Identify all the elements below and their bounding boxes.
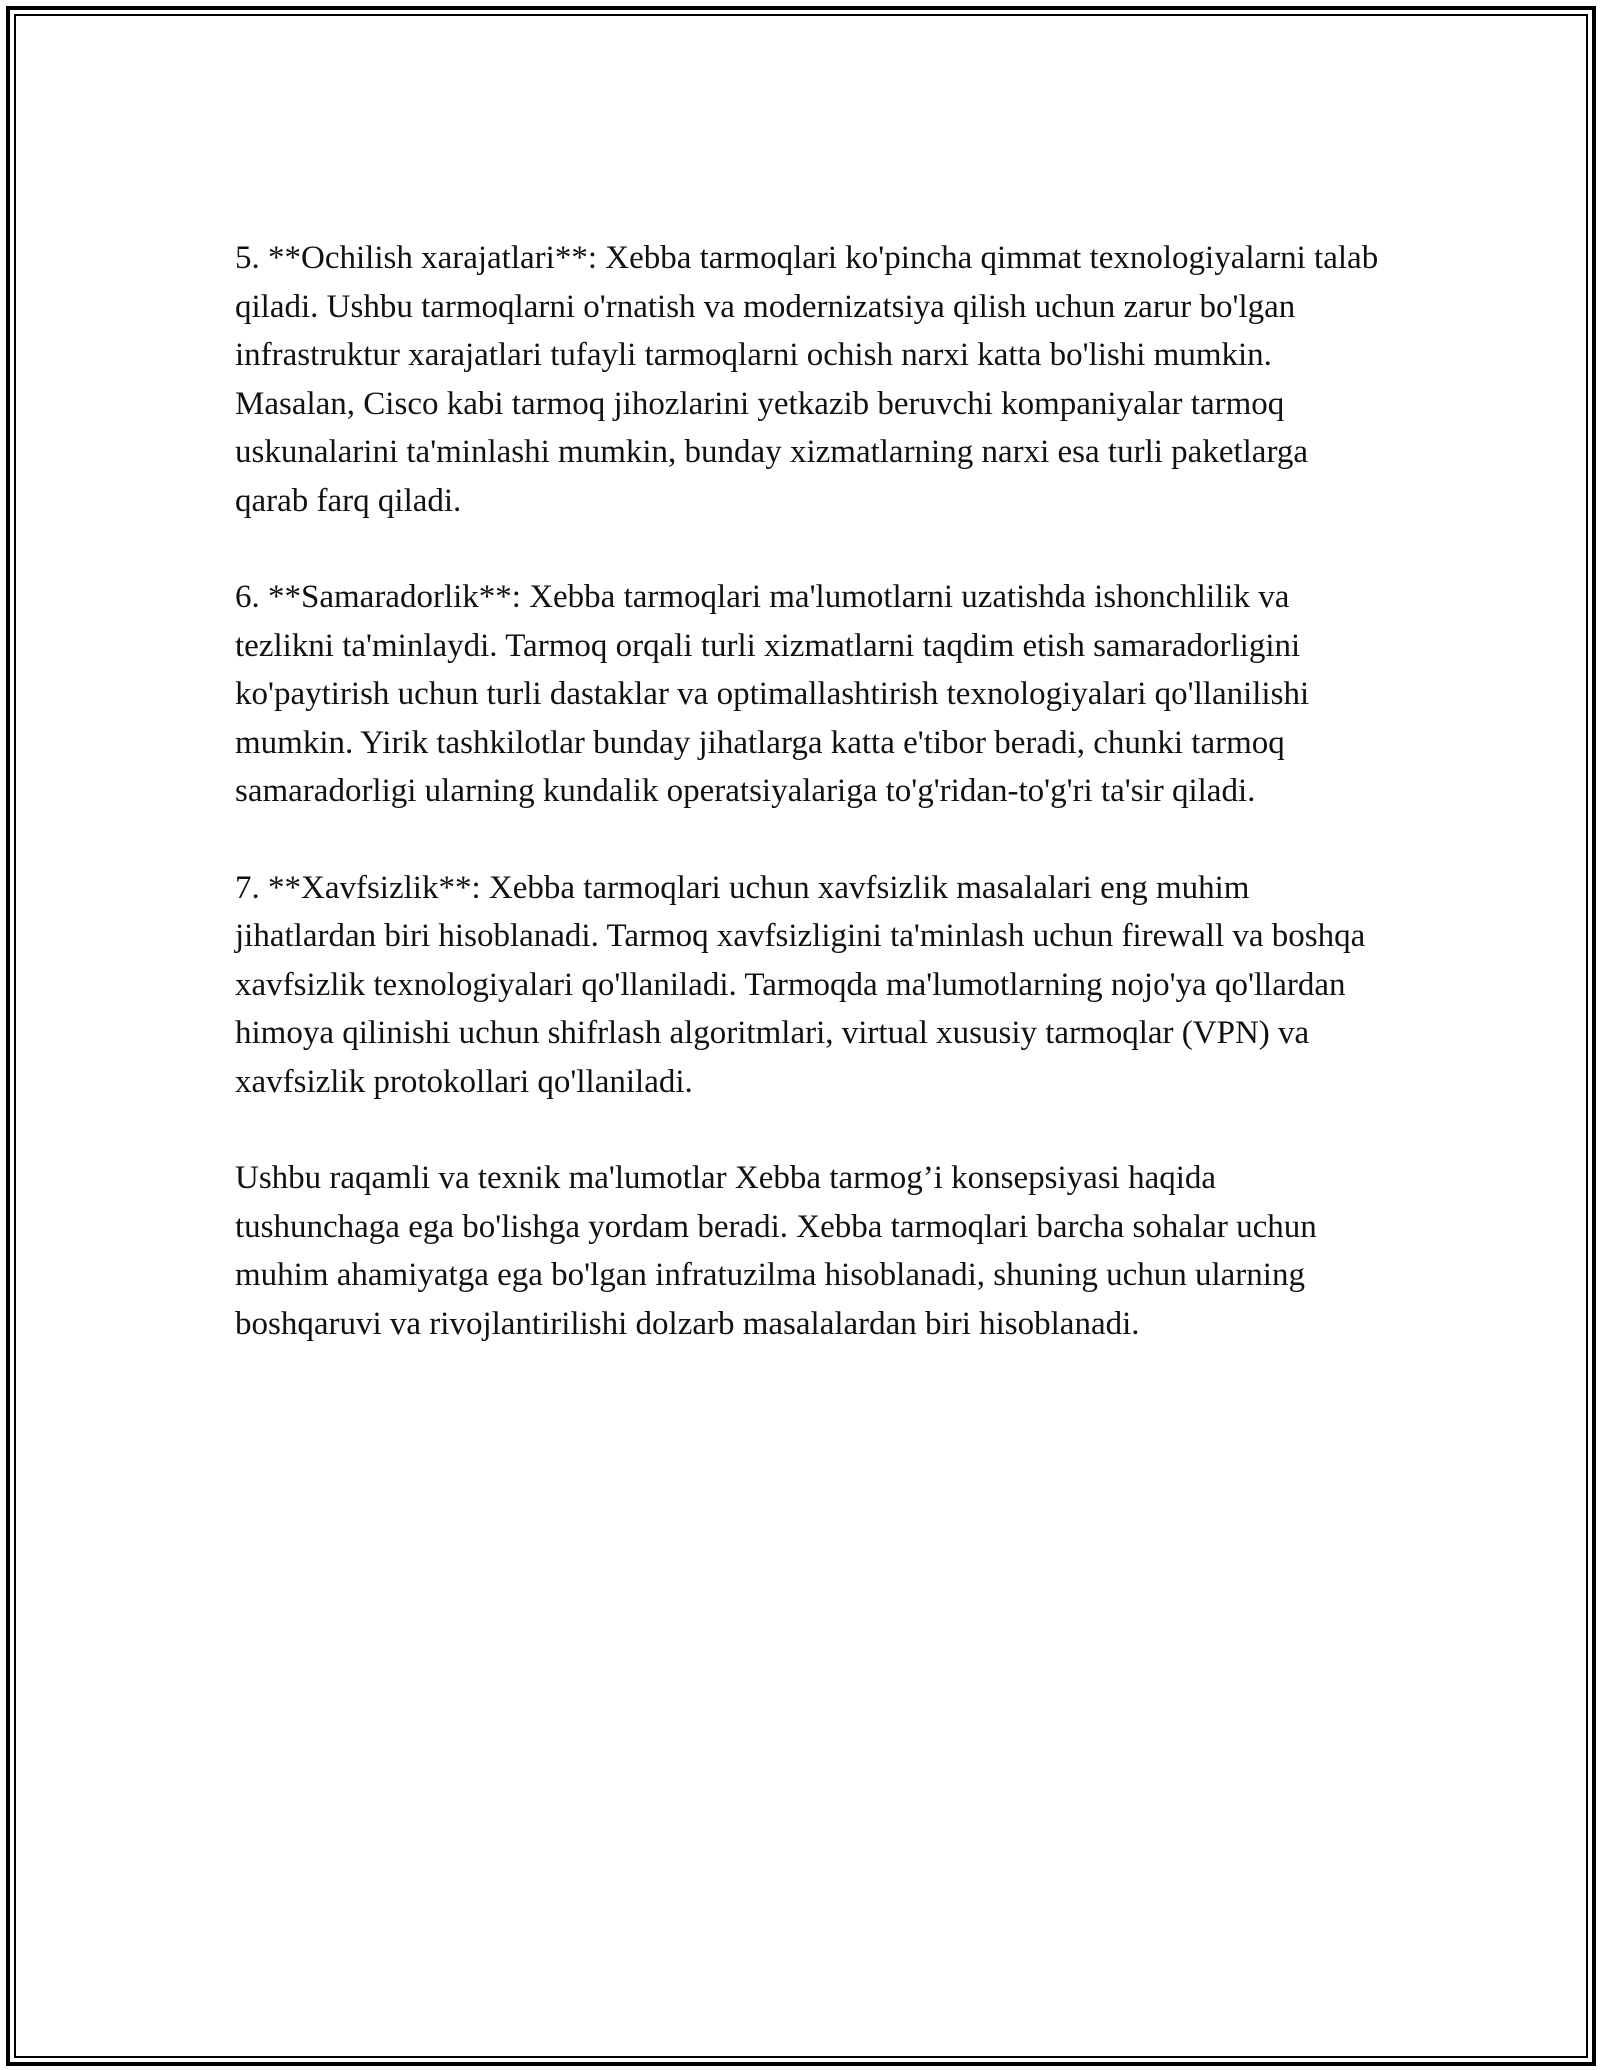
paragraph-samaradorlik: 6. **Samaradorlik**: Xebba tarmoqlari ma'lumotlarni uzatishda ishonchlilik va tezlikni ta'minlaydi. Tarmoq orqali turli xizmatlarni taqdim etish samaradorligini ko'paytirish uchun turli dastaklar va optimallashtirish texnologiyalari qo'llanilishi mumkin. Yirik tashkilotlar bunday jihatlarga katta e'tibor beradi, chunki tarmoq samaradorligi ularning kundalik operatsiyalariga to'g'ridan-to'g'ri ta'sir qiladi. (235, 579, 1310, 809)
paragraph-xavfsizlik: 7. **Xavfsizlik**: Xebba tarmoqlari uchun xavfsizlik masalalari eng muhim jihatlardan biri hisoblanadi. Tarmoq xavfsizligini ta'minlash uchun firewall va boshqa xavfsizlik texnologiyalari qo'llaniladi. Tarmoqda ma'lumotlarning nojo'ya qo'llardan himoya qilinishi uchun shifrlash algoritmlari, virtual xususiy tarmoqlar (VPN) va xavfsizlik protokollari qo'llaniladi. (235, 869, 1366, 1100)
paragraph-conclusion: Ushbu raqamli va texnik ma'lumotlar Xebba tarmog’i konsepsiyasi haqida tushunchaga ega bo'lishga yordam beradi. Xebba tarmoqlari barcha sohalar uchun muhim ahamiyatga ega bo'lgan infratuzilma hisoblanadi, shuning uchun ularning boshqaruvi va rivojlantirilishi dolzarb masalalardan biri hisoblanadi. (235, 1160, 1317, 1342)
document-body (235, 234, 1380, 1396)
paragraph-ochilish-xarajatlari: 5. **Ochilish xarajatlari**: Xebba tarmoqlari ko'pincha qimmat texnologiyalarni talab qiladi. Ushbu tarmoqlarni o'rnatish va modernizatsiya qilish uchun zarur bo'lgan infrastruktur xarajatlari tufayli tarmoqlarni ochish narxi katta bo'lishi mumkin. Masalan, Cisco kabi tarmoq jihozlarini yetkazib beruvchi kompaniyalar tarmoq uskunalarini ta'minlashi mumkin, bunday xizmatlarning narxi esa turli paketlarga qarab farq qiladi. (235, 240, 1379, 519)
